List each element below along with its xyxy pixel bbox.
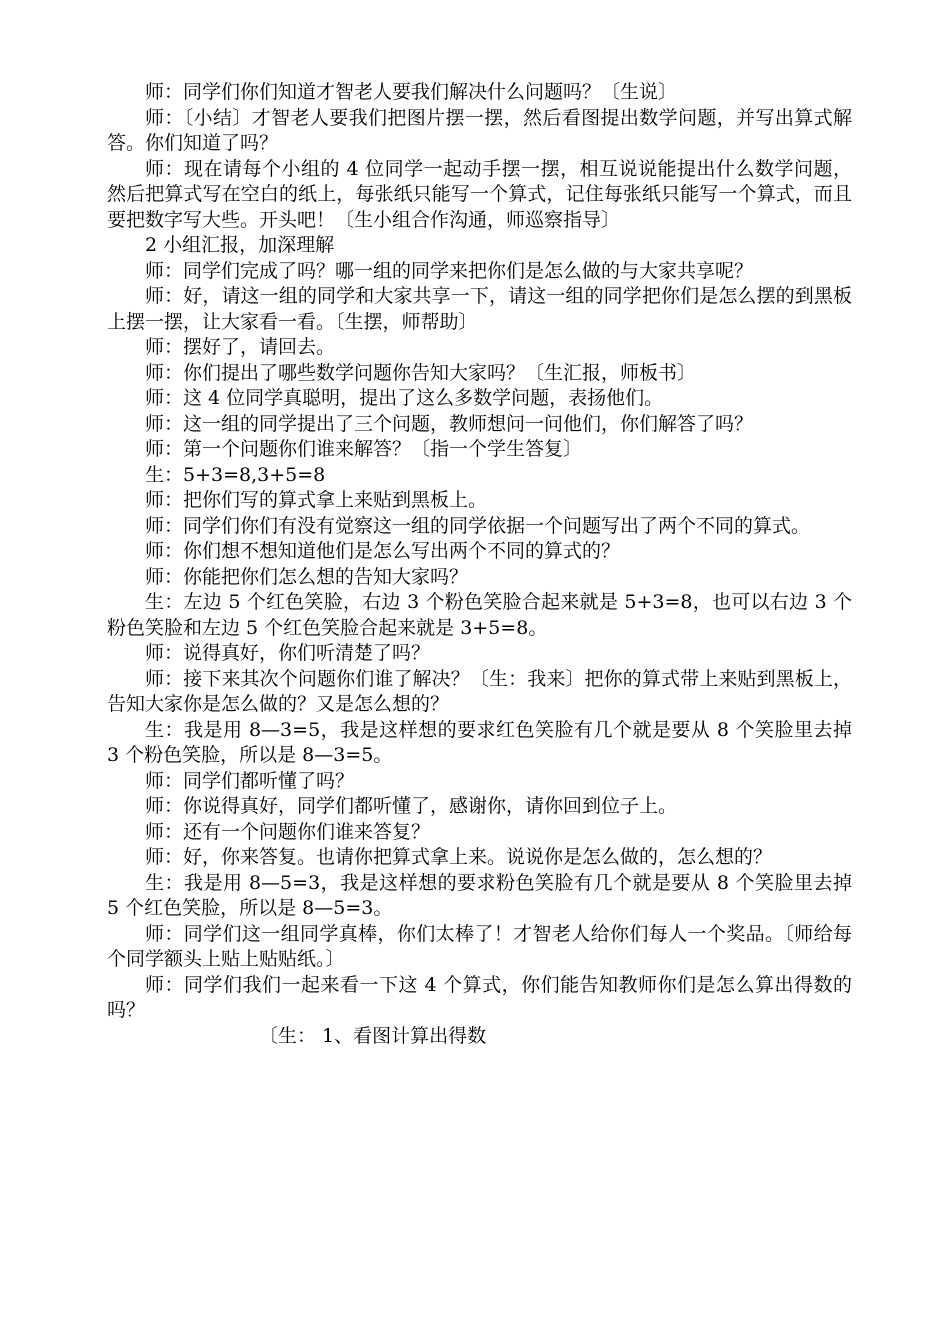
paragraph: 师：你说得真好，同学们都听懂了，感谢你，请你回到位子上。 — [145, 795, 678, 817]
paragraph: 师：同学们你们有没有觉察这一组的同学依据一个问题写出了两个不同的算式。 — [145, 514, 811, 537]
paragraph: 生：左边 5 个红色笑脸，右边 3 个粉色笑脸合起来就是 5+3=8，也可以右边 3 个粉色笑脸和左边 5 个红色笑脸合起来就是 3+5=8。 — [107, 591, 852, 639]
paragraph: 师：现在请每个小组的 4 位同学一起动手摆一摆，相互说说能提出什么数学问题，然后把算式写在空白的纸上，每张纸只能写一个算式，记住每张纸只能写一个算式，而且要把数字写大些。开头吧！〔生小组合作沟通，师巡察指导〕 — [107, 157, 852, 231]
paragraph: 师：把你们写的算式拿上来贴到黑板上。 — [145, 489, 488, 511]
paragraph: 生：我是用 8—3=5，我是这样想的要求红色笑脸有几个就是要从 8 个笑脸里去掉 3 个粉色笑脸，所以是 8—3=5。 — [107, 718, 852, 766]
document-body — [107, 80, 852, 1049]
paragraph: 师：这 4 位同学真聪明，提出了这么多数学问题，表扬他们。 — [145, 387, 664, 409]
paragraph: 〔生： 1、看图计算出得数 — [259, 1024, 487, 1047]
paragraph: 师：你们提出了哪些数学问题你告知大家吗？〔生汇报，师板书〕 — [145, 361, 697, 384]
paragraph: 师：这一组的同学提出了三个问题，教师想问一问他们，你们解答了吗？ — [145, 412, 754, 435]
paragraph: 师：接下来其次个问题你们谁了解决？〔生：我来〕把你的算式带上来贴到黑板上，告知大家你是怎么做的？又是怎么想的？ — [107, 667, 852, 715]
paragraph: 师：同学们你们知道才智老人要我们解决什么问题吗？〔生说〕 — [145, 81, 678, 103]
paragraph: 师：还有一个问题你们谁来答复？ — [145, 820, 431, 843]
paragraph: 师：同学们我们一起来看一下这 4 个算式，你们能告知教师你们是怎么算出得数的吗？ — [107, 973, 852, 1021]
paragraph: 生：5+3=8,3+5=8 — [145, 463, 326, 486]
paragraph: 师：同学们完成了吗？哪一组的同学来把你们是怎么做的与大家共享呢？ — [145, 259, 754, 282]
paragraph: 师：好，请这一组的同学和大家共享一下，请这一组的同学把你们是怎么摆的到黑板上摆一摆，让大家看一看。〔生摆，师帮助〕 — [107, 285, 852, 333]
paragraph: 生：我是用 8—5=3，我是这样想的要求粉色笑脸有几个就是要从 8 个笑脸里去掉 5 个红色笑脸，所以是 8—5=3。 — [107, 871, 852, 919]
paragraph: 师：你们想不想知道他们是怎么写出两个不同的算式的？ — [145, 540, 621, 562]
section-heading: 2 小组汇报，加深理解 — [145, 234, 335, 256]
paragraph: 师：同学们这一组同学真棒，你们太棒了！才智老人给你们每人一个奖品。〔师给每个同学额头上贴上贴贴纸。〕 — [107, 922, 852, 970]
paragraph: 师：摆好了，请回去。 — [145, 336, 336, 358]
paragraph: 师：说得真好，你们听清楚了吗？ — [145, 642, 431, 664]
paragraph: 师：同学们都听懂了吗？ — [145, 769, 355, 792]
paragraph: 师：你能把你们怎么想的告知大家吗？ — [145, 565, 469, 588]
paragraph: 师：好，你来答复。也请你把算式拿上来。说说你是怎么做的，怎么想的？ — [145, 846, 773, 868]
paragraph: 师：第一个问题你们谁来解答？〔指一个学生答复〕 — [145, 438, 583, 460]
paragraph: 师：〔小结〕才智老人要我们把图片摆一摆，然后看图提出数学问题，并写出算式解答。你们知道了吗？ — [107, 106, 852, 154]
